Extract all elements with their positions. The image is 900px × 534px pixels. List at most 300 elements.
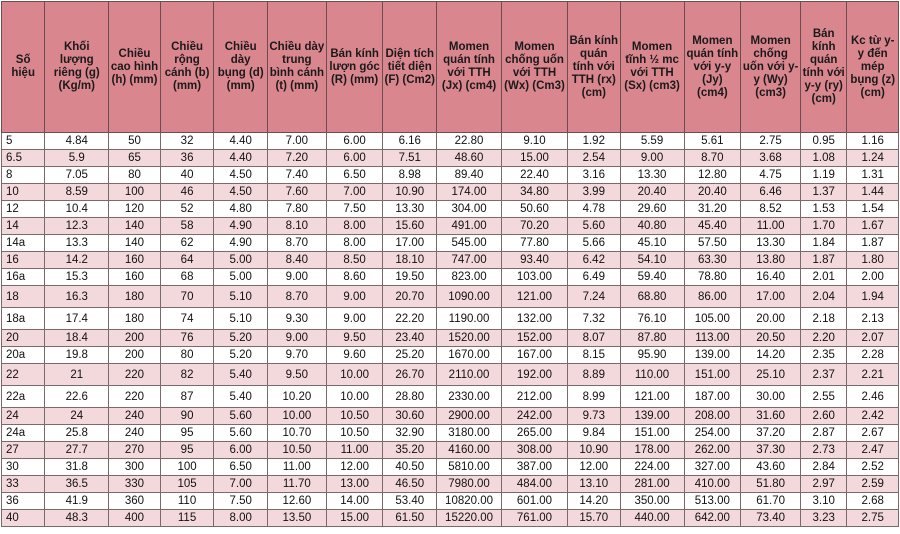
value-cell: 3.68 [741,150,801,167]
value-cell: 823.00 [437,269,502,286]
value-cell: 2.42 [847,408,899,425]
value-cell: 8.10 [267,218,326,235]
value-cell: 50 [109,133,161,150]
value-cell: 17.00 [383,235,437,252]
value-cell: 115 [160,510,214,527]
value-cell: 121.00 [502,286,568,308]
value-cell: 13.00 [326,476,383,493]
value-cell: 121.00 [620,386,684,408]
value-cell: 1090.00 [437,286,502,308]
table-row [2,167,899,184]
value-cell: 1520.00 [437,330,502,347]
value-cell: 2.52 [847,459,899,476]
value-cell: 22.40 [502,167,568,184]
value-cell: 31.20 [684,201,741,218]
designation-cell: 16a [2,269,45,286]
value-cell: 9.73 [568,408,621,425]
value-cell: 7.60 [267,184,326,201]
value-cell: 36.5 [45,476,109,493]
table-row [2,150,899,167]
value-cell: 58 [160,218,214,235]
designation-cell: 6.5 [2,150,45,167]
designation-cell: 18 [2,286,45,308]
value-cell: 4.50 [214,167,268,184]
value-cell: 140 [109,235,161,252]
value-cell: 6.50 [326,167,383,184]
value-cell: 224.00 [620,459,684,476]
value-cell: 95 [160,442,214,459]
value-cell: 8.59 [45,184,109,201]
value-cell: 1.70 [801,218,847,235]
value-cell: 12.00 [326,459,383,476]
value-cell: 4.75 [741,167,801,184]
value-cell: 180 [109,286,161,308]
value-cell: 2.47 [847,442,899,459]
value-cell: 1.19 [801,167,847,184]
value-cell: 77.80 [502,235,568,252]
value-cell: 7.51 [383,150,437,167]
value-cell: 440.00 [620,510,684,527]
value-cell: 80 [109,167,161,184]
value-cell: 4.50 [214,184,268,201]
value-cell: 300 [109,459,161,476]
value-cell: 36 [160,150,214,167]
value-cell: 387.00 [502,459,568,476]
value-cell: 11.00 [741,218,801,235]
value-cell: 2.21 [847,364,899,386]
value-cell: 8.70 [267,286,326,308]
value-cell: 8.00 [326,218,383,235]
value-cell: 78.80 [684,269,741,286]
value-cell: 27.7 [45,442,109,459]
value-cell: 63.30 [684,252,741,269]
value-cell: 8.40 [267,252,326,269]
value-cell: 151.00 [620,425,684,442]
value-cell: 12.3 [45,218,109,235]
table-row [2,133,899,150]
value-cell: 73.40 [741,510,801,527]
value-cell: 3.23 [801,510,847,527]
value-cell: 4.90 [214,235,268,252]
table-row [2,386,899,408]
value-cell: 1.94 [847,286,899,308]
value-cell: 43.60 [741,459,801,476]
table-row [2,201,899,218]
value-cell: 8.00 [326,235,383,252]
column-header-8: Diện tích tiết diện (F) (Cm2) [383,2,437,133]
designation-cell: 14 [2,218,45,235]
value-cell: 5.61 [684,133,741,150]
value-cell: 350.00 [620,493,684,510]
value-cell: 9.00 [326,308,383,330]
value-cell: 9.70 [267,347,326,364]
value-cell: 17.00 [741,286,801,308]
value-cell: 20.40 [684,184,741,201]
value-cell: 1.84 [801,235,847,252]
value-cell: 3.16 [568,167,621,184]
value-cell: 160 [109,269,161,286]
value-cell: 2.60 [801,408,847,425]
value-cell: 5810.00 [437,459,502,476]
value-cell: 14.20 [568,493,621,510]
value-cell: 20.00 [741,308,801,330]
value-cell: 9.30 [267,308,326,330]
value-cell: 8.70 [684,150,741,167]
value-cell: 240 [109,425,161,442]
designation-cell: 10 [2,184,45,201]
designation-cell: 22a [2,386,45,408]
value-cell: 2.75 [847,510,899,527]
value-cell: 50.60 [502,201,568,218]
value-cell: 15.3 [45,269,109,286]
designation-cell: 20a [2,347,45,364]
value-cell: 192.00 [502,364,568,386]
value-cell: 139.00 [620,408,684,425]
value-cell: 2.73 [801,442,847,459]
value-cell: 7.40 [267,167,326,184]
value-cell: 25.20 [383,347,437,364]
value-cell: 37.20 [741,425,801,442]
table-row [2,493,899,510]
value-cell: 140 [109,218,161,235]
value-cell: 28.80 [383,386,437,408]
value-cell: 12.80 [684,167,741,184]
value-cell: 5.10 [214,286,268,308]
value-cell: 29.60 [620,201,684,218]
value-cell: 53.40 [383,493,437,510]
value-cell: 35.20 [383,442,437,459]
value-cell: 2.54 [568,150,621,167]
designation-cell: 12 [2,201,45,218]
value-cell: 52 [160,201,214,218]
value-cell: 10.50 [267,442,326,459]
value-cell: 8.98 [383,167,437,184]
value-cell: 24 [45,408,109,425]
value-cell: 86.00 [684,286,741,308]
value-cell: 7.00 [267,133,326,150]
column-header-6: Chiều dày trung bình cánh (t) (mm) [267,2,326,133]
value-cell: 308.00 [502,442,568,459]
value-cell: 9.10 [502,133,568,150]
value-cell: 45.40 [684,218,741,235]
value-cell: 9.50 [326,330,383,347]
column-header-13: Momen quán tính với y-y (Jy) (cm4) [684,2,741,133]
value-cell: 178.00 [620,442,684,459]
value-cell: 10.50 [326,425,383,442]
value-cell: 95.90 [620,347,684,364]
value-cell: 4.90 [214,218,268,235]
value-cell: 6.42 [568,252,621,269]
value-cell: 220 [109,364,161,386]
value-cell: 48.60 [437,150,502,167]
value-cell: 4.40 [214,150,268,167]
value-cell: 34.80 [502,184,568,201]
value-cell: 57.50 [684,235,741,252]
value-cell: 1.37 [801,184,847,201]
value-cell: 1.24 [847,150,899,167]
value-cell: 15.60 [383,218,437,235]
value-cell: 120 [109,201,161,218]
value-cell: 1.08 [801,150,847,167]
value-cell: 13.80 [741,252,801,269]
value-cell: 87.80 [620,330,684,347]
value-cell: 7.00 [214,476,268,493]
value-cell: 14.2 [45,252,109,269]
value-cell: 21 [45,364,109,386]
value-cell: 105 [160,476,214,493]
value-cell: 22.20 [383,308,437,330]
value-cell: 2.46 [847,386,899,408]
column-header-10: Momen chống uốn với TTH (Wx) (Cm3) [502,2,568,133]
value-cell: 10.00 [267,408,326,425]
value-cell: 2.67 [847,425,899,442]
designation-cell: 14a [2,235,45,252]
value-cell: 8.99 [568,386,621,408]
value-cell: 100 [160,459,214,476]
value-cell: 8.15 [568,347,621,364]
value-cell: 10.90 [383,184,437,201]
value-cell: 513.00 [684,493,741,510]
value-cell: 25.10 [741,364,801,386]
value-cell: 0.95 [801,133,847,150]
value-cell: 30.00 [741,386,801,408]
value-cell: 220 [109,386,161,408]
table-row [2,184,899,201]
table-row [2,408,899,425]
value-cell: 2.00 [847,269,899,286]
value-cell: 174.00 [437,184,502,201]
value-cell: 1.54 [847,201,899,218]
value-cell: 7.80 [267,201,326,218]
value-cell: 7980.00 [437,476,502,493]
value-cell: 4160.00 [437,442,502,459]
value-cell: 747.00 [437,252,502,269]
value-cell: 8.70 [267,235,326,252]
column-header-12: Momen tĩnh ½ mc với TTH (Sx) (cm3) [620,2,684,133]
value-cell: 410.00 [684,476,741,493]
value-cell: 4.40 [214,133,268,150]
value-cell: 90 [160,408,214,425]
value-cell: 5.60 [214,408,268,425]
value-cell: 31.60 [741,408,801,425]
value-cell: 8.07 [568,330,621,347]
value-cell: 64 [160,252,214,269]
value-cell: 208.00 [684,408,741,425]
value-cell: 10.90 [568,442,621,459]
value-cell: 100 [109,184,161,201]
value-cell: 10.00 [326,386,383,408]
value-cell: 601.00 [502,493,568,510]
table-row [2,308,899,330]
table-row [2,252,899,269]
value-cell: 2.04 [801,286,847,308]
table-row [2,425,899,442]
value-cell: 360 [109,493,161,510]
column-header-4: Chiều rộng cánh (b) (mm) [160,2,214,133]
value-cell: 1.92 [568,133,621,150]
value-cell: 12.60 [267,493,326,510]
value-cell: 2.84 [801,459,847,476]
column-header-9: Momen quán tính với TTH (Jx) (cm4) [437,2,502,133]
value-cell: 41.9 [45,493,109,510]
designation-cell: 5 [2,133,45,150]
value-cell: 265.00 [502,425,568,442]
value-cell: 40.80 [620,218,684,235]
designation-cell: 16 [2,252,45,269]
table-row [2,510,899,527]
value-cell: 2330.00 [437,386,502,408]
value-cell: 1.31 [847,167,899,184]
value-cell: 74 [160,308,214,330]
value-cell: 212.00 [502,386,568,408]
column-header-2: Khối lượng riêng (g) (Kg/m) [45,2,109,133]
value-cell: 22.80 [437,133,502,150]
designation-cell: 33 [2,476,45,493]
value-cell: 82 [160,364,214,386]
designation-cell: 24a [2,425,45,442]
value-cell: 9.00 [267,269,326,286]
value-cell: 6.00 [214,442,268,459]
value-cell: 5.9 [45,150,109,167]
value-cell: 327.00 [684,459,741,476]
value-cell: 1.87 [801,252,847,269]
value-cell: 330 [109,476,161,493]
value-cell: 6.00 [326,133,383,150]
value-cell: 110 [160,493,214,510]
value-cell: 19.50 [383,269,437,286]
designation-cell: 30 [2,459,45,476]
value-cell: 70.20 [502,218,568,235]
channel-steel-spec-table [1,1,899,527]
column-header-15: Bán kính quán tính với y-y (ry) (cm) [801,2,847,133]
value-cell: 16.40 [741,269,801,286]
value-cell: 5.40 [214,386,268,408]
table-row [2,476,899,493]
value-cell: 76 [160,330,214,347]
value-cell: 8.60 [326,269,383,286]
value-cell: 14.20 [741,347,801,364]
column-header-1: Số hiệu [2,2,45,133]
value-cell: 10.00 [326,364,383,386]
value-cell: 13.30 [383,201,437,218]
value-cell: 5.60 [568,218,621,235]
value-cell: 2110.00 [437,364,502,386]
value-cell: 1.44 [847,184,899,201]
value-cell: 400 [109,510,161,527]
value-cell: 151.00 [684,364,741,386]
value-cell: 10820.00 [437,493,502,510]
value-cell: 32.90 [383,425,437,442]
value-cell: 16.3 [45,286,109,308]
value-cell: 80 [160,347,214,364]
table-body [2,133,899,527]
value-cell: 10.70 [267,425,326,442]
value-cell: 1.87 [847,235,899,252]
value-cell: 18.10 [383,252,437,269]
value-cell: 270 [109,442,161,459]
value-cell: 180 [109,308,161,330]
value-cell: 9.00 [326,286,383,308]
value-cell: 4.80 [214,201,268,218]
value-cell: 5.00 [214,269,268,286]
value-cell: 160 [109,252,161,269]
column-header-16: Kc từ y-y đến mép bụng (z) (cm) [847,2,899,133]
value-cell: 7.32 [568,308,621,330]
value-cell: 2.20 [801,330,847,347]
value-cell: 45.10 [620,235,684,252]
column-header-7: Bán kính lượn góc (R) (mm) [326,2,383,133]
value-cell: 545.00 [437,235,502,252]
table-row [2,442,899,459]
value-cell: 15.00 [502,150,568,167]
value-cell: 2.75 [741,133,801,150]
value-cell: 240 [109,408,161,425]
value-cell: 1.67 [847,218,899,235]
value-cell: 187.00 [684,386,741,408]
value-cell: 25.8 [45,425,109,442]
value-cell: 2.28 [847,347,899,364]
value-cell: 61.50 [383,510,437,527]
value-cell: 10.50 [326,408,383,425]
value-cell: 14.00 [326,493,383,510]
designation-cell: 40 [2,510,45,527]
value-cell: 46.50 [383,476,437,493]
value-cell: 3.10 [801,493,847,510]
value-cell: 113.00 [684,330,741,347]
value-cell: 3.99 [568,184,621,201]
value-cell: 13.30 [741,235,801,252]
value-cell: 68.80 [620,286,684,308]
value-cell: 6.46 [741,184,801,201]
table-row [2,218,899,235]
value-cell: 761.00 [502,510,568,527]
value-cell: 1.16 [847,133,899,150]
value-cell: 304.00 [437,201,502,218]
value-cell: 281.00 [620,476,684,493]
value-cell: 5.20 [214,347,268,364]
value-cell: 491.00 [437,218,502,235]
value-cell: 59.40 [620,269,684,286]
value-cell: 20.50 [741,330,801,347]
value-cell: 10.20 [267,386,326,408]
value-cell: 18.4 [45,330,109,347]
value-cell: 2.18 [801,308,847,330]
value-cell: 7.50 [326,201,383,218]
value-cell: 40 [160,167,214,184]
value-cell: 7.24 [568,286,621,308]
designation-cell: 8 [2,167,45,184]
value-cell: 68 [160,269,214,286]
value-cell: 76.10 [620,308,684,330]
value-cell: 6.50 [214,459,268,476]
value-cell: 110.00 [620,364,684,386]
value-cell: 200 [109,330,161,347]
value-cell: 13.10 [568,476,621,493]
value-cell: 6.49 [568,269,621,286]
value-cell: 9.84 [568,425,621,442]
value-cell: 200 [109,347,161,364]
value-cell: 2.87 [801,425,847,442]
value-cell: 254.00 [684,425,741,442]
value-cell: 2.68 [847,493,899,510]
value-cell: 4.78 [568,201,621,218]
value-cell: 139.00 [684,347,741,364]
value-cell: 152.00 [502,330,568,347]
value-cell: 17.4 [45,308,109,330]
value-cell: 3180.00 [437,425,502,442]
value-cell: 9.00 [620,150,684,167]
value-cell: 89.40 [437,167,502,184]
